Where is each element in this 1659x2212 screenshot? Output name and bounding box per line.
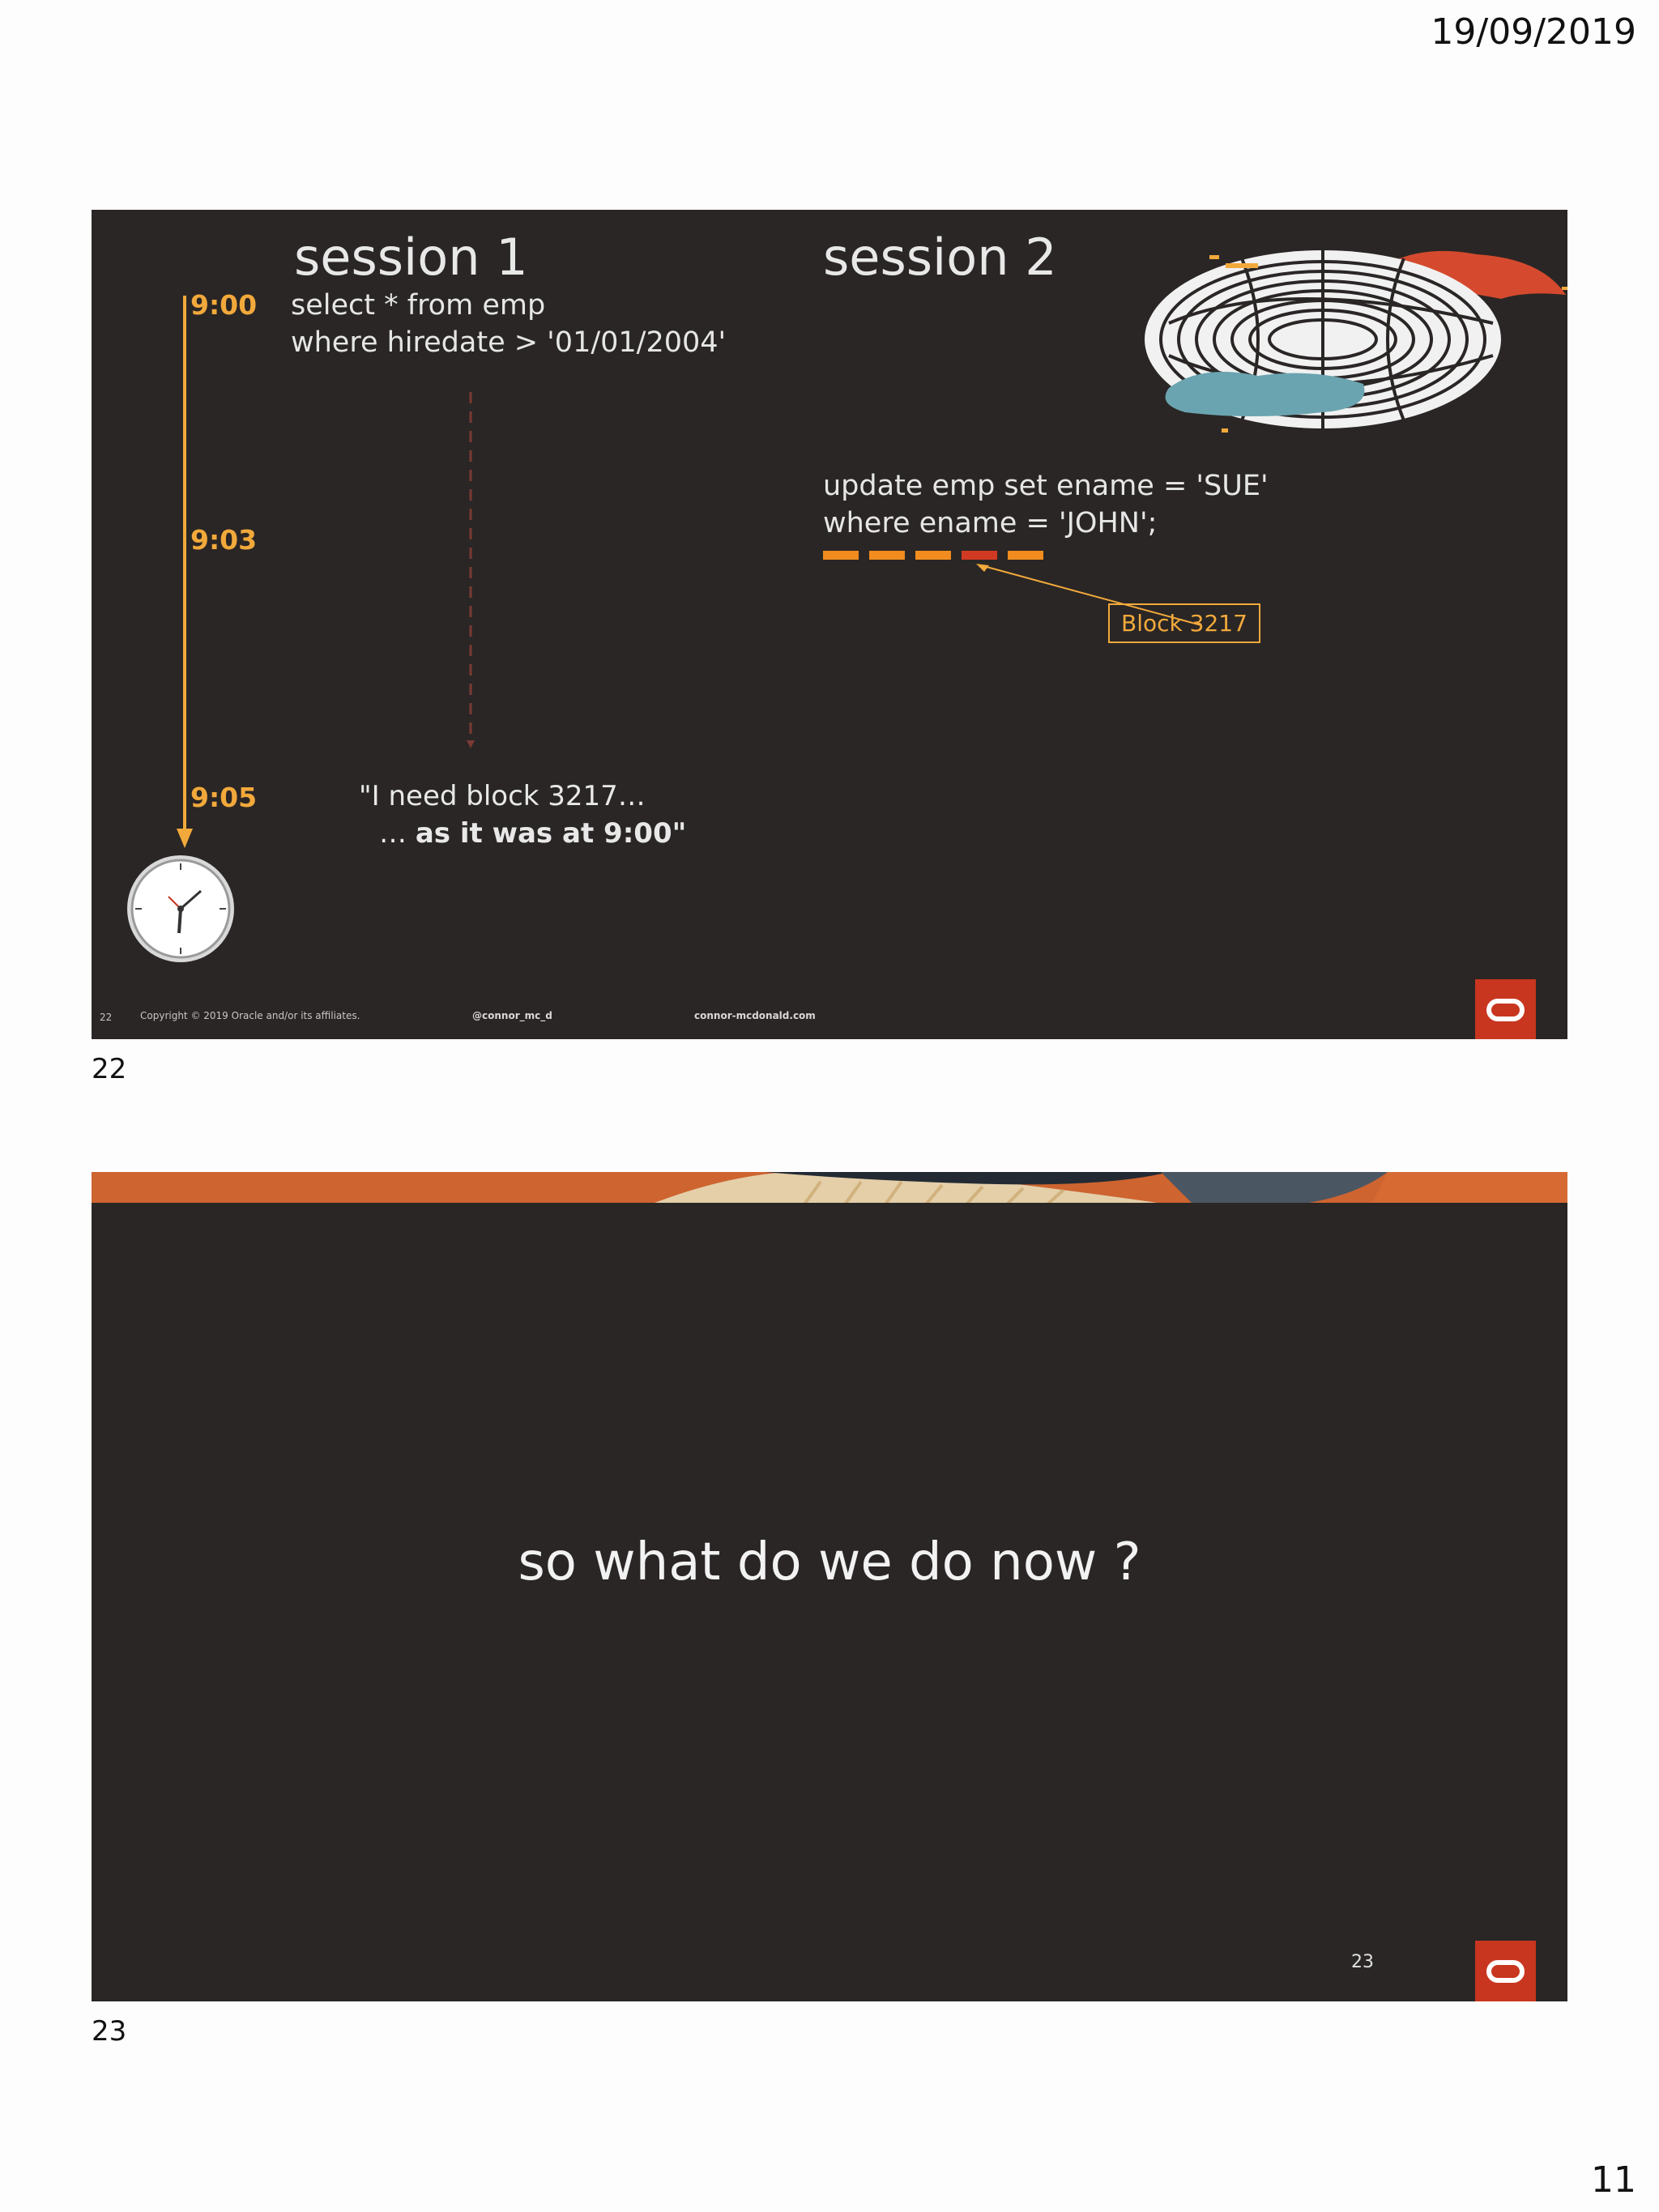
slide-footer-number: 22	[100, 1012, 113, 1023]
slide-23	[92, 1172, 1567, 2001]
slide-22	[92, 210, 1567, 1039]
block-segments	[823, 549, 1050, 562]
time-label-903: 9:03	[190, 524, 258, 556]
slide-caption-22: 22	[92, 1053, 127, 1085]
footer-handle: @connor_mc_d	[472, 1010, 552, 1021]
quote-line1: "I need block 3217…	[359, 780, 646, 812]
quote-line2-prefix: …	[379, 817, 416, 850]
decorative-banner	[92, 1172, 1567, 1204]
page-date: 19/09/2019	[1431, 11, 1636, 53]
slide-footer-number: 23	[1351, 1952, 1374, 1972]
timeline-arrow-icon	[173, 296, 197, 855]
time-label-905: 9:05	[190, 782, 258, 813]
session2-title: session 2	[823, 228, 1057, 287]
oracle-logo-icon	[1475, 1941, 1536, 2001]
slide-question: so what do we do now ?	[518, 1532, 1141, 1592]
footer-website: connor-mcdonald.com	[694, 1010, 816, 1021]
quote-line2-bold: as it was at 9:00"	[415, 817, 687, 850]
slide-caption-23: 23	[92, 2015, 127, 2048]
clock-icon	[124, 852, 237, 965]
page-number: 11	[1591, 2159, 1636, 2201]
session1-query-line1: select * from emp	[291, 289, 546, 322]
waiting-dashed-line	[464, 392, 477, 752]
session2-update-line2: where ename = 'JOHN';	[823, 507, 1158, 539]
session1-query-line2: where hiredate > '01/01/2004'	[291, 326, 727, 359]
time-label-900: 9:00	[190, 289, 258, 321]
quote-line2	[379, 815, 686, 852]
oracle-logo-icon	[1475, 979, 1536, 1039]
footer-copyright: Copyright © 2019 Oracle and/or its affiliates.	[140, 1010, 360, 1021]
banner-divider	[92, 1203, 1567, 1204]
session2-update-line1: update emp set ename = 'SUE'	[823, 470, 1269, 502]
decorative-art-icon	[1120, 226, 1567, 461]
session1-title: session 1	[294, 228, 528, 287]
block-3217-callout: Block 3217	[1108, 603, 1260, 643]
